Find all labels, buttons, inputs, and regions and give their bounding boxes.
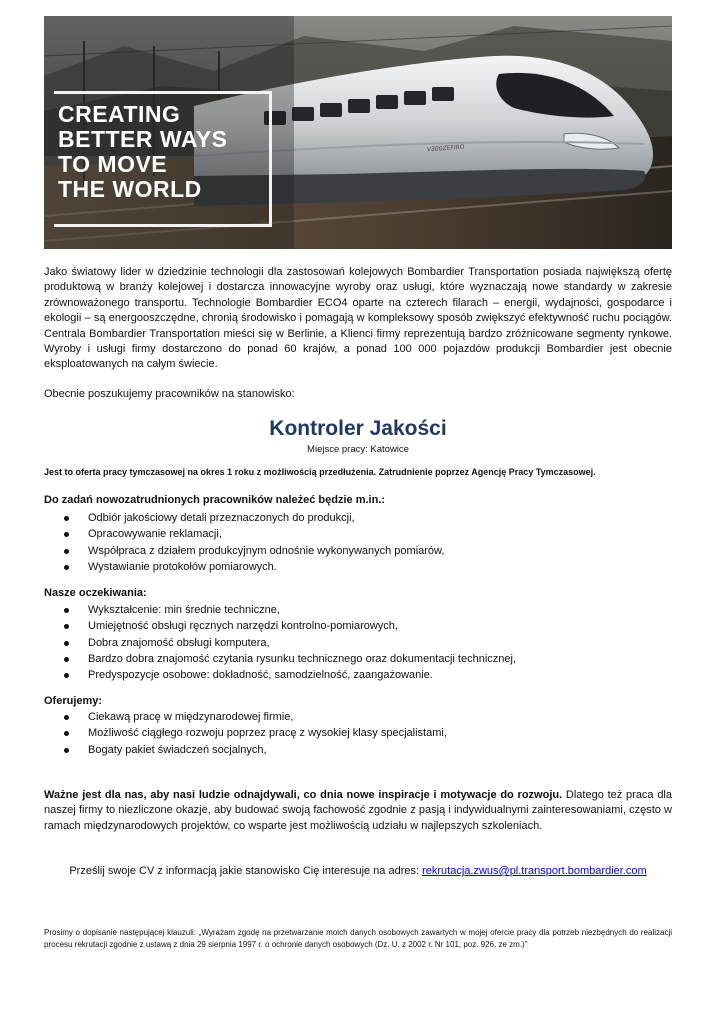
list-item <box>44 742 447 758</box>
bullet-icon <box>64 657 69 662</box>
list-item <box>44 709 447 725</box>
bullet-icon <box>64 731 69 736</box>
list-item-text: Opracowywanie reklamacji, <box>88 528 222 541</box>
important-bold-text: Ważne jest dla nas, aby nasi ludzie odnajdywali, co dnia nowe inspiracje i motywacje do rozwoju. <box>44 789 563 801</box>
list-item-text: Dobra znajomość obsługi komputera, <box>88 636 270 649</box>
bullet-icon <box>64 748 69 753</box>
slogan-line: BETTER WAYS <box>58 126 228 152</box>
list-item-text: Bogaty pakiet świadczeń socjalnych, <box>88 743 267 756</box>
gdpr-clause: Prosimy o dopisanie następującej klauzuli: „Wyrażam zgodę na przetwarzanie moich danych osobowych zawartych w mojej ofercie pracy dla potrzeb niezbędnych do realizacji procesu rekrutacji zgodnie z ustawą z dnia 29 sierpnia 1997 r. o ochronie danych osobowych (Dz. U. z 2002 r. Nr 101, poz. 926, ze zm.)” <box>44 928 672 949</box>
list-item <box>44 651 516 667</box>
header-banner-image <box>44 16 672 249</box>
important-paragraph <box>44 788 672 834</box>
bullet-icon <box>64 516 69 521</box>
list-item <box>44 526 444 542</box>
train-model-label: V300ZEFIRO <box>426 143 465 154</box>
tasks-list <box>44 510 444 575</box>
offers-list <box>44 709 447 758</box>
important-rest-text: Dlatego też praca dla naszej firmy to niezliczone okazje, aby budować swoją fachowość zgodnie z pasją i indywidualnymi zainteresowaniami, często w ramach międzynarodowych projektów, co wsparte jest możliwością udziału w najlepszych szkoleniach. <box>44 789 672 832</box>
cv-instruction <box>44 864 672 879</box>
list-item <box>44 635 516 651</box>
list-item <box>44 667 516 683</box>
bullet-icon <box>64 624 69 629</box>
list-item-text: Ciekawą pracę w międzynarodowej firmie, <box>88 711 294 723</box>
list-item-text: Możliwość ciągłego rozwoju poprzez pracę z wysokiej klasy specjalistami, <box>88 727 447 740</box>
slogan-line: CREATING <box>58 101 181 127</box>
list-item <box>44 618 516 634</box>
cv-text: Prześlij swoje CV z informacją jakie stanowisko Cię interesuje na adres: <box>69 865 423 877</box>
list-item <box>44 602 516 618</box>
bullet-icon <box>64 641 69 646</box>
list-item-text: Bardzo dobra znajomość czytania rysunku technicznego oraz dokumentacji technicznej, <box>88 652 517 665</box>
bullet-icon <box>64 715 69 720</box>
email-link[interactable]: rekrutacja.zwus@pl.transport.bombardier.com <box>422 865 647 877</box>
tasks-heading: Do zadań nowozatrudnionych pracowników należeć będzie m.in.: <box>44 494 386 506</box>
company-intro-paragraph: Jako światowy lider w dziedzinie technologii dla zastosowań kolejowych Bombardier Transportation posiada największą ofertę produktową w branży kolejowej i dostarcza innowacyjne wyroby oraz usługi, które wyznaczają nowe standardy w zakresie zrównoważonego transportu. Technologie Bombardier ECO4 oparte na czterech filarach – energii, wydajności, gospodarce i ekologii – są energooszczędne, chronią środowisko i pomagają w kompleksowy sposób zwiększyć efektywność ruchu pociągów. Centrala Bombardier Transportation mieści się w Berlinie, a Klienci firmy reprezentują bardzo zróżnicowane segmenty rynkowe. Wyroby i usługi firmy dostarczono do ponad 60 krajów, a ponad 100 000 pojazdów produkcji Bombardier jest obecnie eksploatowanych na całym świecie. <box>44 266 672 371</box>
slogan-line: THE WORLD <box>58 176 202 202</box>
slogan-line: TO MOVE <box>58 151 168 177</box>
list-item <box>44 543 444 559</box>
bullet-icon <box>64 608 69 613</box>
list-item-text: Odbiór jakościowy detali przeznaczonych do produkcji, <box>88 512 355 524</box>
seeking-line: Obecnie poszukujemy pracowników na stanowisko: <box>44 388 295 400</box>
expectations-heading: Nasze oczekiwania: <box>44 587 147 599</box>
bullet-icon <box>64 549 69 554</box>
bullet-icon <box>64 565 69 570</box>
list-item-text: Wykształcenie: min średnie techniczne, <box>88 604 280 616</box>
list-item <box>44 725 447 741</box>
offer-note: Jest to oferta pracy tymczasowej na okres 1 roku z możliwością przedłużenia. Zatrudnienie poprzez Agencję Pracy Tymczasowej. <box>44 467 596 477</box>
job-location: Miejsce pracy: Katowice <box>307 444 409 455</box>
offers-heading: Oferujemy: <box>44 695 103 707</box>
bullet-icon <box>64 673 69 678</box>
list-item-text: Umiejętność obsługi ręcznych narzędzi kontrolno-pomiarowych, <box>88 620 398 633</box>
slogan-text <box>58 102 228 202</box>
list-item <box>44 510 444 526</box>
job-title: Kontroler Jakości <box>269 417 447 440</box>
list-item <box>44 559 444 575</box>
bullet-icon <box>64 532 69 537</box>
list-item-text: Współpraca z działem produkcyjnym odnośnie wykonywanych pomiarów, <box>88 544 445 557</box>
list-item-text: Predyspozycje osobowe: dokładność, samodzielność, zaangażowanie. <box>88 669 433 682</box>
expectations-list <box>44 602 516 683</box>
list-item-text: Wystawianie protokołów pomiarowych. <box>88 560 277 573</box>
